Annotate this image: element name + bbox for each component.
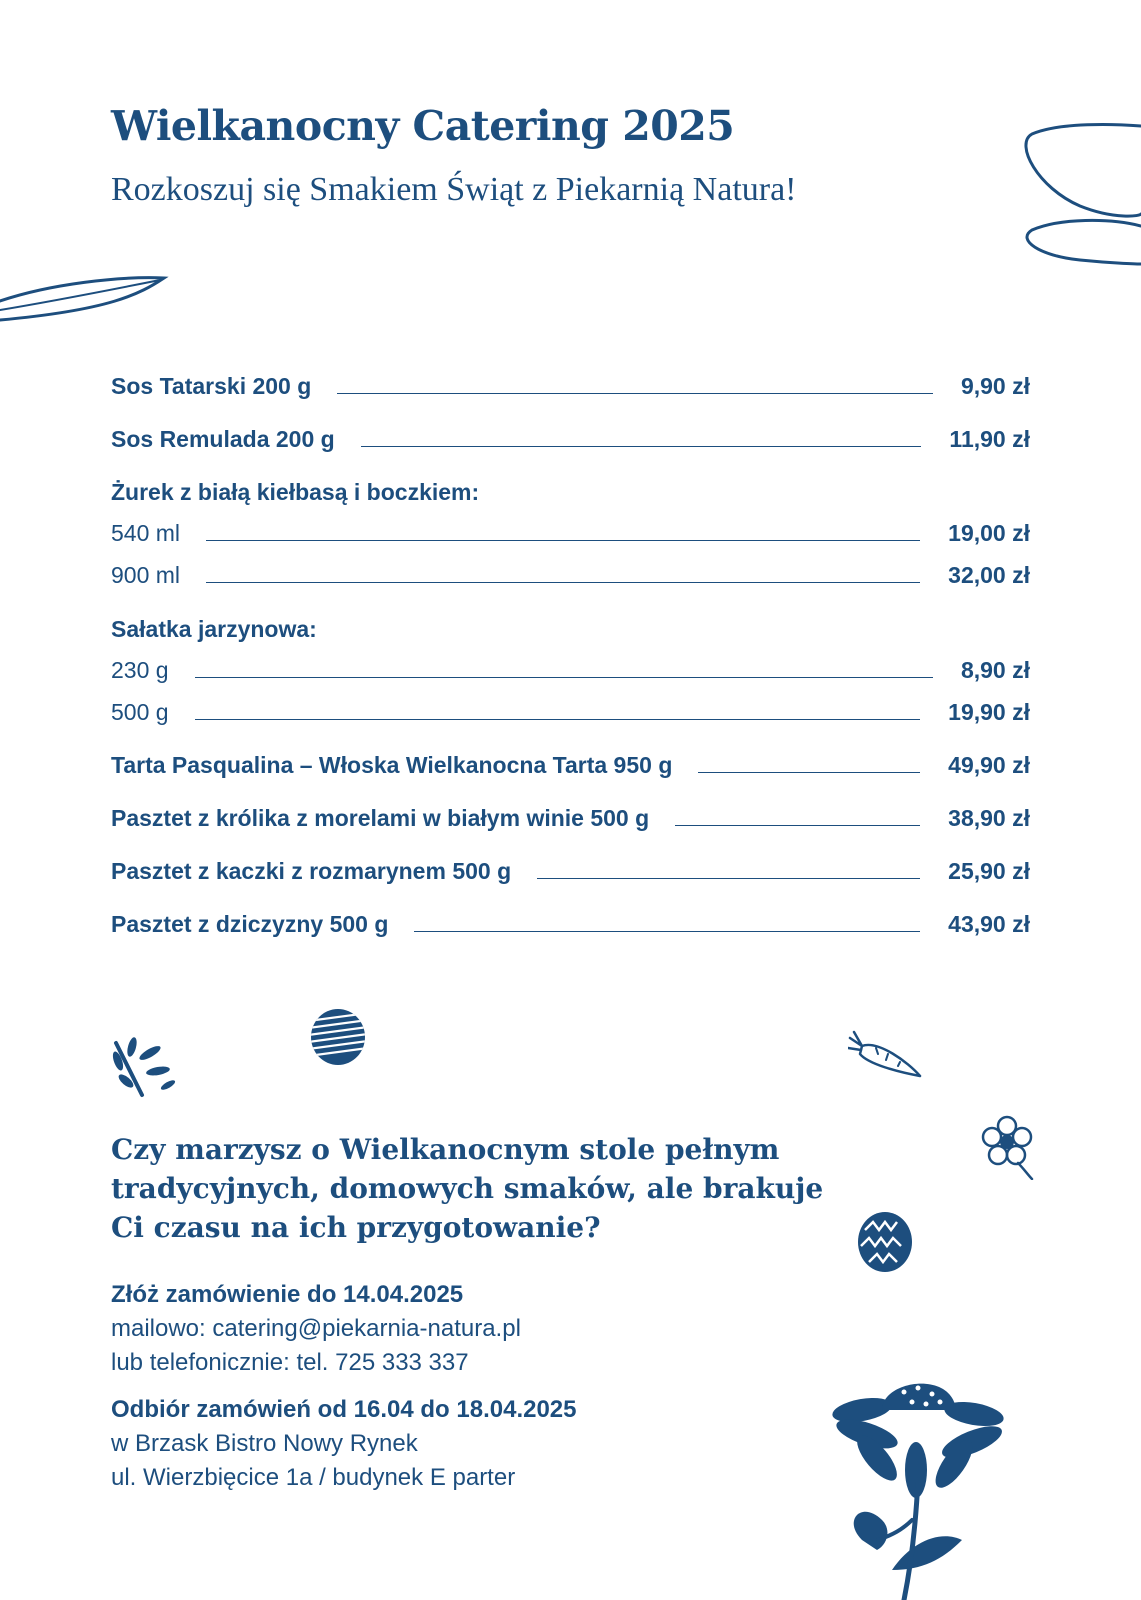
menu-item-name: Pasztet z kaczki z rozmarynem 500 g xyxy=(111,858,512,884)
twig-icon xyxy=(108,1035,178,1100)
menu-option-size: 540 ml xyxy=(111,520,181,546)
order-info xyxy=(111,1278,521,1380)
menu-option-salatka-500 xyxy=(111,696,1030,726)
carrot-icon xyxy=(848,1030,923,1080)
menu-option-price: 19,00 zł xyxy=(948,520,1030,546)
menu-option-price: 19,90 zł xyxy=(948,699,1030,725)
leader-line xyxy=(195,677,933,678)
menu-option-salatka-230 xyxy=(111,654,1030,684)
menu-item-sos-tatarski xyxy=(111,370,1030,400)
striped-egg-icon xyxy=(308,1007,368,1067)
large-flower-icon xyxy=(832,1370,1007,1600)
pickup-info xyxy=(111,1393,577,1495)
menu-item-price: 25,90 zł xyxy=(948,858,1030,884)
menu-item-pasztet-dziczyzna xyxy=(111,908,1030,938)
menu-item-name: Sos Tatarski 200 g xyxy=(111,373,312,399)
menu-item-name: Sos Remulada 200 g xyxy=(111,426,335,452)
menu-item-pasztet-krolik xyxy=(111,802,1030,832)
leader-line xyxy=(698,772,920,773)
menu-option-zurek-540 xyxy=(111,517,1030,547)
menu-item-price: 9,90 zł xyxy=(960,373,1030,399)
flower-outline-icon xyxy=(972,1115,1037,1180)
menu-item-name: Pasztet z królika z morelami w białym winie 500 g xyxy=(111,805,650,831)
leader-line xyxy=(537,878,920,879)
menu-option-zurek-900 xyxy=(111,559,1030,589)
menu-heading-zurek: Żurek z białą kiełbasą i boczkiem: xyxy=(111,479,480,505)
pickup-heading: Odbiór zamówień od 16.04 do 18.04.2025 xyxy=(111,1396,577,1423)
leader-line xyxy=(675,825,920,826)
menu-option-price: 8,90 zł xyxy=(960,657,1030,683)
menu-option-size: 500 g xyxy=(111,699,169,725)
leader-line xyxy=(337,393,933,394)
menu-item-price: 49,90 zł xyxy=(948,752,1030,778)
menu-item-sos-remulada xyxy=(111,423,1030,453)
price-list xyxy=(111,370,1030,938)
menu-option-size: 230 g xyxy=(111,657,169,683)
page-title: Wielkanocny Catering 2025 xyxy=(111,102,735,150)
leader-line xyxy=(195,719,921,720)
menu-item-name: Tarta Pasqualina – Włoska Wielkanocna Tarta 950 g xyxy=(111,752,673,778)
menu-item-price: 43,90 zł xyxy=(948,911,1030,937)
pickup-place-line: w Brzask Bistro Nowy Rynek xyxy=(111,1430,418,1457)
menu-item-tarta xyxy=(111,749,1030,779)
zigzag-egg-icon xyxy=(855,1210,915,1274)
leader-line xyxy=(361,446,922,447)
order-email-line: mailowo: catering@piekarnia-natura.pl xyxy=(111,1315,521,1342)
pickup-address-line: ul. Wierzbięcice 1a / budynek E parter xyxy=(111,1464,516,1491)
leader-line xyxy=(414,931,920,932)
leader-line xyxy=(206,582,920,583)
promo-question: Czy marzysz o Wielkanocnym stole pełnym tradycyjnych, domowych smaków, ale brakuje Ci czasu na ich przygotowanie? xyxy=(111,1133,824,1244)
leader-line xyxy=(206,540,920,541)
menu-item-name: Pasztet z dziczyzny 500 g xyxy=(111,911,389,937)
page-subtitle: Rozkoszuj się Smakiem Świąt z Piekarnią Natura! xyxy=(111,171,797,208)
menu-heading-salatka: Sałatka jarzynowa: xyxy=(111,616,317,642)
menu-option-price: 32,00 zł xyxy=(948,562,1030,588)
swirl-decoration-icon xyxy=(1020,118,1141,278)
menu-item-pasztet-kaczka xyxy=(111,855,1030,885)
menu-item-price: 38,90 zł xyxy=(948,805,1030,831)
order-deadline-heading: Złóż zamówienie do 14.04.2025 xyxy=(111,1281,464,1308)
order-phone-line: lub telefonicznie: tel. 725 333 337 xyxy=(111,1349,469,1376)
menu-option-size: 900 ml xyxy=(111,562,181,588)
menu-item-price: 11,90 zł xyxy=(949,426,1030,452)
leaf-stroke-decoration-icon xyxy=(0,270,170,325)
